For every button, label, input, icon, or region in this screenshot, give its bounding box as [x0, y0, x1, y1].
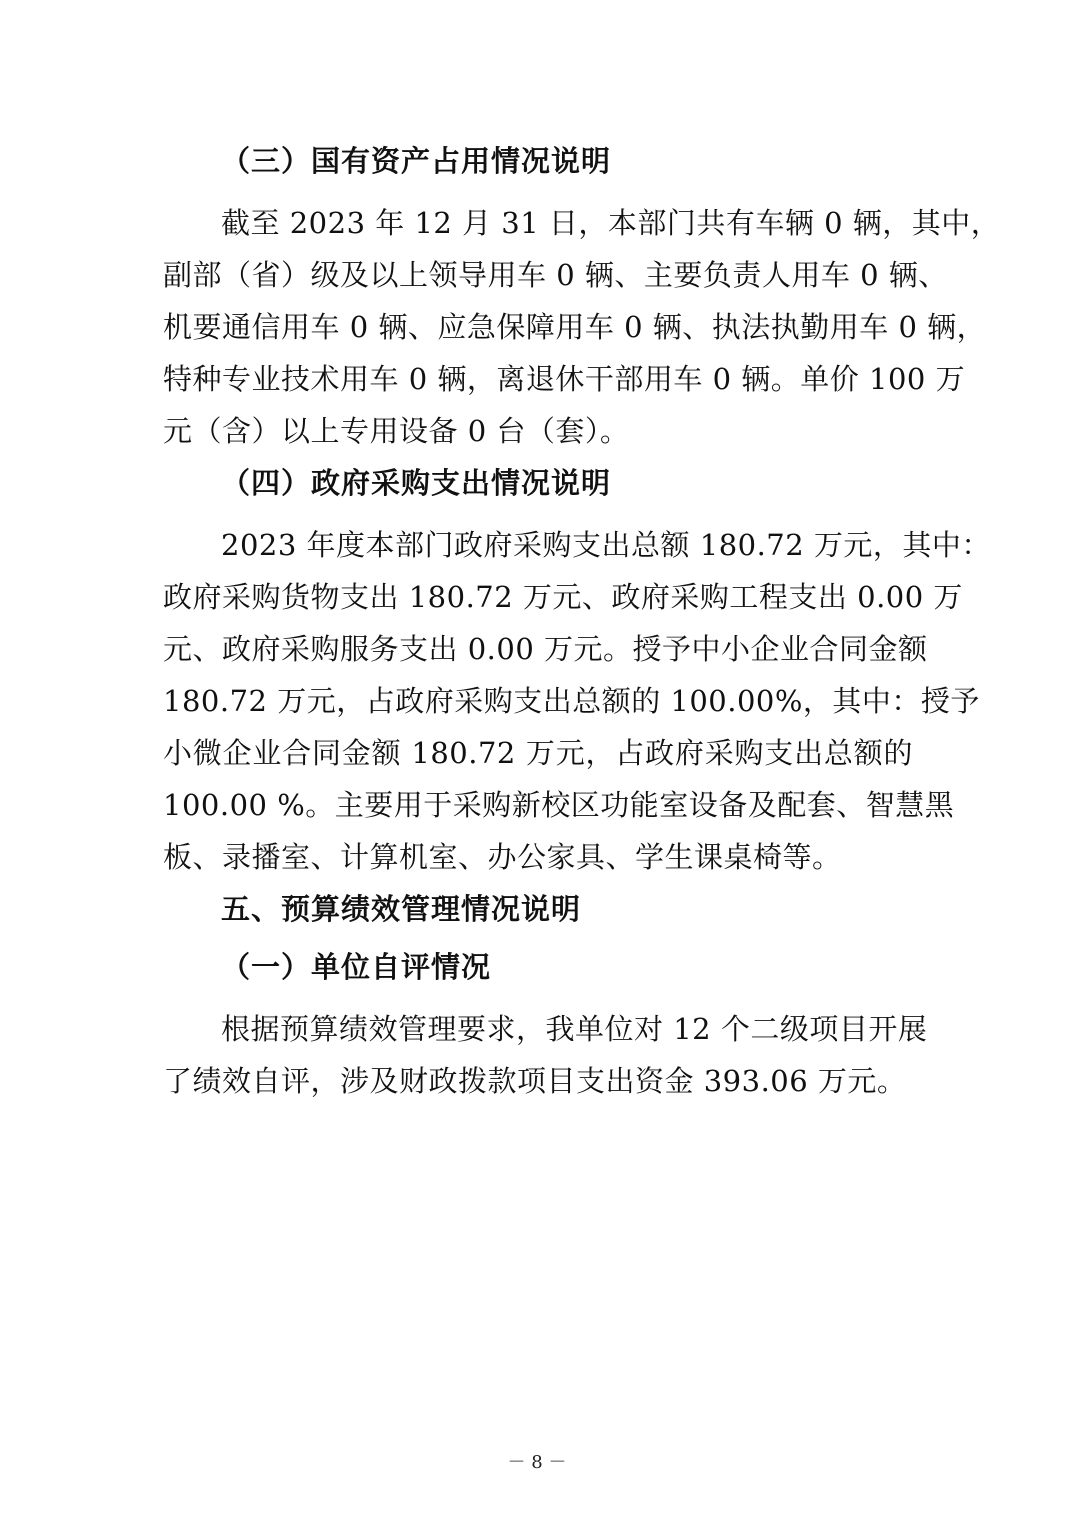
paragraph-state-assets [163, 197, 1001, 457]
text-line: 180.72 万元，占政府采购支出总额的 100.00%，其中：授予 [163, 684, 980, 718]
text-line: 板、录播室、计算机室、办公家具、学生课桌椅等。 [163, 840, 842, 874]
heading-state-assets: （三）国有资产占用情况说明 [221, 144, 612, 178]
paragraph-procurement [163, 519, 991, 883]
text-line: 机要通信用车 0 辆、应急保障用车 0 辆、执法执勤用车 0 辆， [163, 310, 987, 344]
body-text [163, 135, 1001, 1107]
heading-procurement: （四）政府采购支出情况说明 [221, 466, 612, 500]
heading-self-evaluation: （一）单位自评情况 [221, 950, 492, 984]
text-line: 小微企业合同金额 180.72 万元，占政府采购支出总额的 [163, 736, 913, 770]
paragraph-self-evaluation [163, 1003, 928, 1107]
text-line: 100.00 %。主要用于采购新校区功能室设备及配套、智慧黑 [163, 788, 955, 822]
text-line: 特种专业技术用车 0 辆，离退休干部用车 0 辆。单价 100 万 [163, 362, 966, 396]
page-number: － 8 － [507, 1452, 567, 1473]
text-line: 元、政府采购服务支出 0.00 万元。授予中小企业合同金额 [163, 632, 928, 666]
text-line: 了绩效自评，涉及财政拨款项目支出资金 393.06 万元。 [163, 1064, 907, 1098]
text-line: 根据预算绩效管理要求，我单位对 12 个二级项目开展 [221, 1012, 928, 1046]
text-line: 2023 年度本部门政府采购支出总额 180.72 万元，其中： [221, 528, 991, 562]
text-line: 副部（省）级及以上领导用车 0 辆、主要负责人用车 0 辆、 [163, 258, 948, 292]
text-line: 政府采购货物支出 180.72 万元、政府采购工程支出 0.00 万 [163, 580, 963, 614]
heading-performance-management: 五、预算绩效管理情况说明 [221, 892, 582, 926]
text-line: 截至 2023 年 12 月 31 日，本部门共有车辆 0 辆，其中， [221, 206, 1001, 240]
text-line: 元（含）以上专用设备 0 台（套）。 [163, 414, 630, 448]
